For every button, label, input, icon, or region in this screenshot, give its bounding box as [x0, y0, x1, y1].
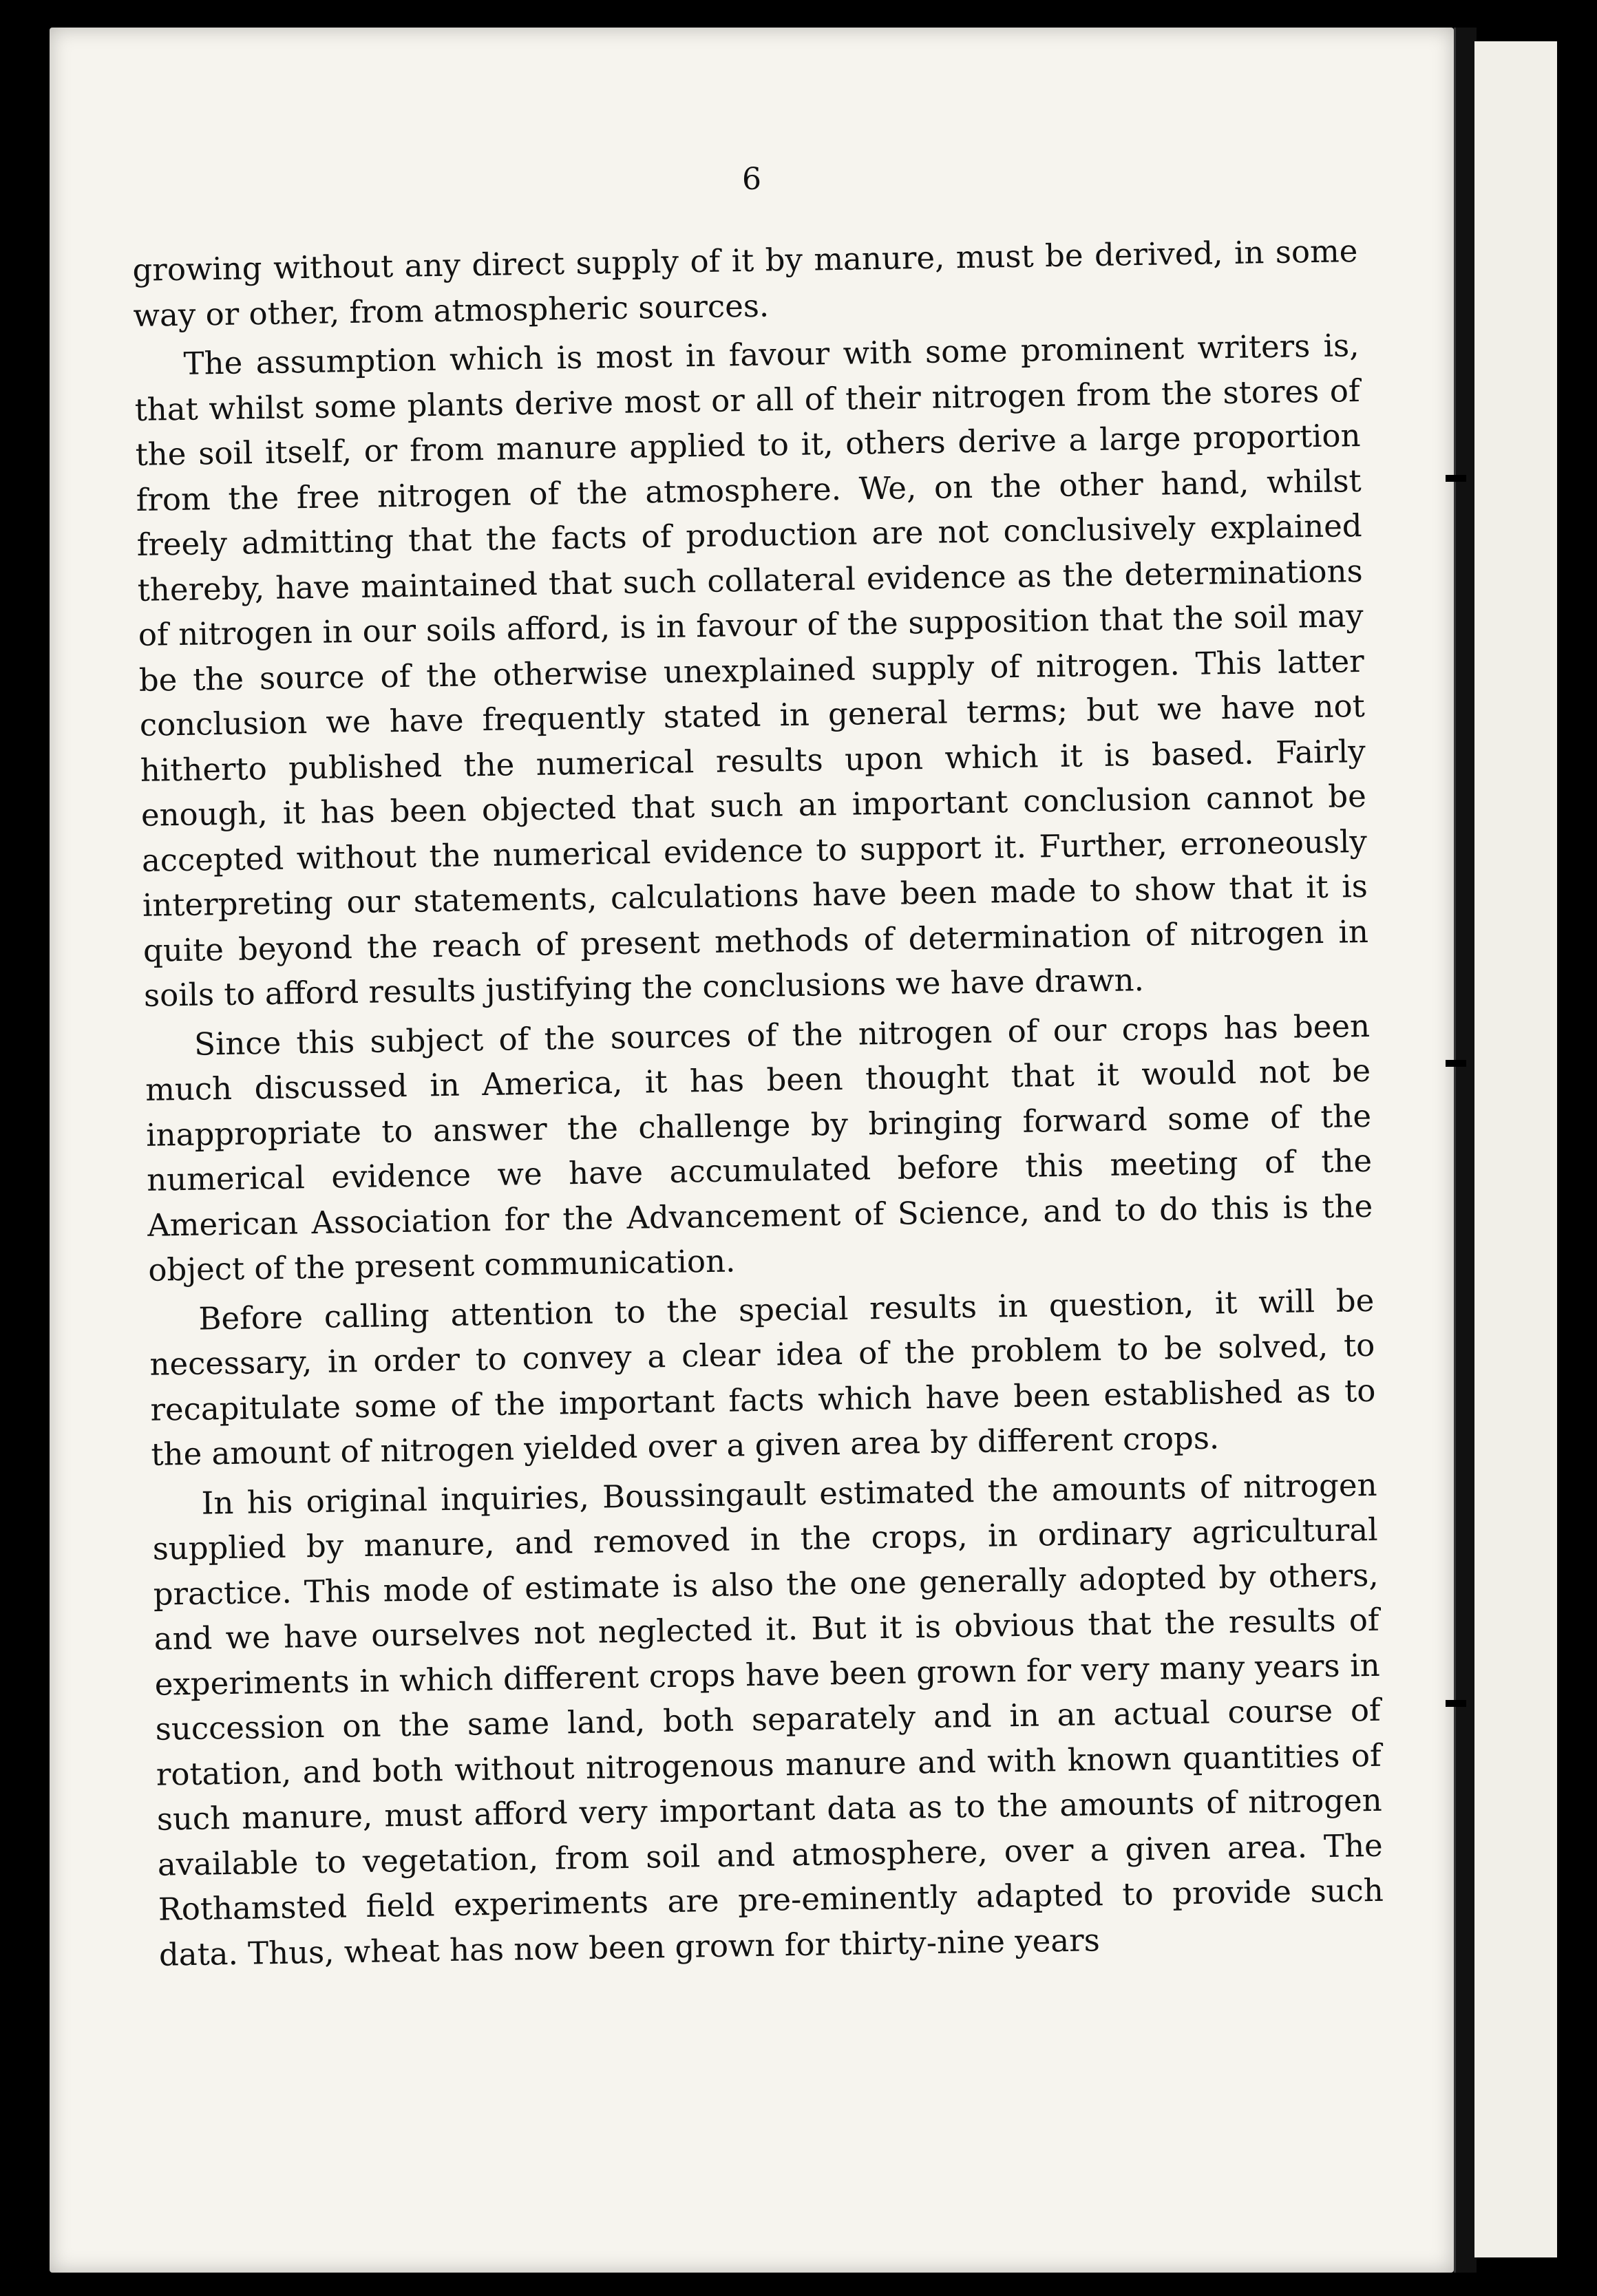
paragraph-5: In his original inquiries, Boussingault estimated the amounts of nitrogen supplied by manure, and removed in the crops, in ordinary agricultural practice. This mode of estimate is also the one generally adopted by others, and we have ourselves not neglected it. But it is obvious that the results of experiments in which different crops have been grown for very many years in succession on the same land, both separately and in an actual course of rotation, and both without nitrogenous manure and with known quantities of such manure, must afford very important data as to the amounts of nitrogen available to vegetation, from soil and atmosphere, over a given area. The Rothamsted field experiments are pre-eminently adapted to provide such data. Thus, wheat has now been grown for thirty-nine years: [152, 1466, 1384, 1973]
page-number: 6: [742, 162, 761, 197]
paragraph-2: The assumption which is most in favour with some prominent writers is, that whilst some plants derive most or all of their nitrogen from the stores of the soil itself, or from manure applied to it, others derive a large proportion from the free nitrogen of the atmosphere. We, on the other hand, whilst freely admitting that the facts of production are not conclusively explained thereby, have maintained that such collateral evidence as the determinations of nitrogen in our soils afford, is in favour of the supposition that the soil may be the source of the otherwise unexplained supply of nitrogen. This latter conclusion we have frequently stated in general terms; but we have not hitherto published the numerical results upon which it is based. Fairly enough, it has been objected that such an important conclusion cannot be accepted without the numerical evidence to support it. Further, erroneously interpreting our statements, calculations have been made to show that it is quite beyond the reach of present methods of determination of nitrogen in soils to afford results justifying the conclusions we have drawn.: [134, 327, 1369, 1014]
paragraph-3: Since this subject of the sources of the nitrogen of our crops has been much discussed in America, it has been thought that it would not be inappropriate to answer the challenge by bringing forward some of the numerical evidence we have accumulated before this meeting of the American Association for the Advancement of Science, and to do this is the object of the present communication.: [145, 1007, 1373, 1288]
edge-mark: [1446, 1060, 1466, 1067]
paragraph-1: growing without any direct supply of it by manure, must be derived, in some way or other, from atmospheric sources.: [132, 233, 1358, 334]
paragraph-4: Before calling attention to the special results in question, it will be necessary, in order to convey a clear idea of the problem to be solved, to recapitulate some of the important facts which have been established as to the amount of nitrogen yielded over a given area by different crops.: [149, 1282, 1376, 1473]
body-text: [132, 228, 1384, 1981]
book-page: [50, 28, 1454, 2273]
next-page-edge: [1474, 41, 1557, 2257]
edge-mark: [1446, 475, 1466, 482]
edge-mark: [1446, 1700, 1466, 1707]
binding-gutter: [1454, 28, 1477, 2273]
